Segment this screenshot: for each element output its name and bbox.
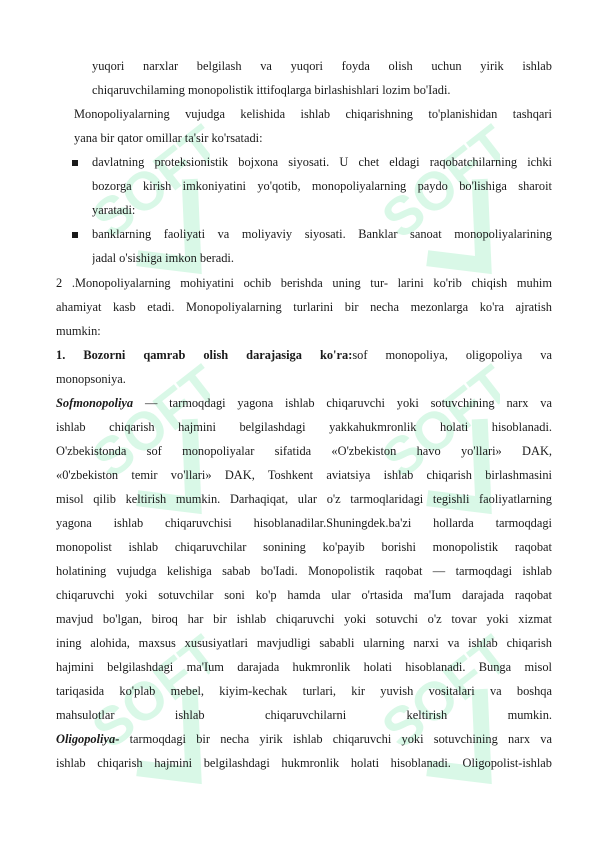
text-line: Monopoliyalarning vujudga kelishida ishlab chiqarishning to'planishidan tashqari	[74, 107, 552, 121]
text-line: holatining vujudga kelishiga sabab bo'Iadi. Monopolistik raqobat — tarmoqdagi ishlab	[56, 564, 552, 578]
watermark-logo	[370, 600, 500, 810]
text-line: misol qilib keltirish mumkin. Darhaqiqat, ular o'z tarmoqlaridagi tegishli faoliyatlarning	[56, 492, 552, 506]
bullet-icon	[72, 160, 78, 166]
text-line: monopolist ishlab chiqaruvchilar sonining ko'payib borishi monopolistik raqobat	[56, 540, 552, 554]
text-line: bozorga kirish imkoniyatini yo'qotib, monopoliyalarning paydo bo'lishiga sharoit	[92, 179, 552, 193]
text-line: chiqaruvchilaming monopolistik ittifoqlarga birlashishlari lozim bo'Iadi.	[92, 83, 451, 97]
svg-text:SOFT: SOFT	[371, 354, 500, 491]
text-line: 2 .Monopoliyalarning mohiyatini ochib berishda uning tur- larini ko'rib chiqish muhim	[56, 276, 552, 290]
definition-line	[56, 731, 552, 747]
text-line: jadal o'sishiga imkon beradi.	[92, 251, 234, 265]
text-span: tarmoqdagi bir necha yirik ishlab chiqaruvchi yoki sotuvchining narx va	[129, 732, 552, 746]
text-line: yagona ishlab chiqaruvchisi hisoblanadilar.Shuningdek.ba'zi hollarda tarmoqdagi	[56, 516, 552, 530]
text-line: O'zbekistonda sof monopoliyalar sifatida «O'zbekiston havo yo'llari» DAK,	[56, 444, 552, 458]
text-line: mumkin:	[56, 324, 101, 338]
text-line: tariqasida ko'plab mebel, kiyim-kechak turlari, kir yuvish vositalari va boshqa	[56, 684, 552, 698]
svg-text:SOFT: SOFT	[371, 114, 500, 251]
term-oligopoliya: Oligopoliya-	[56, 732, 120, 746]
text-line: mavjud bo'lgan, biroq har bir ishlab chiqaruvchi yoki sotuvchi o'z tovar yoki xizmat	[56, 612, 552, 626]
watermark-logo	[80, 600, 210, 810]
heading-line	[56, 347, 552, 363]
term-sof-monopoliya: Sofmonopoliya	[56, 396, 134, 410]
text-line: «0'zbekiston temir vo'llari» DAK, Toshkent aviatsiya ishlab chiqarish birlashmasini	[56, 468, 552, 482]
text-line: ishlab chiqarish hajmini belgilashdagi yakkahukmronlik holati hisoblanadi.	[56, 420, 552, 434]
svg-text:SOFT: SOFT	[371, 624, 500, 761]
svg-text:SOFT: SOFT	[81, 354, 210, 491]
text-span: sof monopoliya, oligopoliya va	[352, 348, 552, 362]
text-line: yuqori narxlar belgilash va yuqori foyda olish uchun yirik ishlab	[92, 59, 552, 73]
svg-text:SOFT: SOFT	[81, 114, 210, 251]
text-line: yaratadi:	[92, 203, 136, 217]
svg-text:SOFT: SOFT	[81, 624, 210, 761]
list-item: banklarning faoliyati va moliyaviy siyosati. Banklar sanoat monopoliyalarining	[92, 227, 552, 241]
text-span: — tarmoqdagi yagona ishlab chiqaruvchi yoki sotuvchining narx va	[144, 396, 552, 410]
text-line: chiqaruvchi yoki sotuvchilar soni ko'p hamda ular o'rtasida ma'Ium darajada raqobat	[56, 588, 552, 602]
definition-line	[56, 395, 552, 411]
text-line: monopsoniya.	[56, 372, 126, 386]
text-line: hajmini belgilashdagi ma'Ium darajada hukmronlik holati hisoblanadi. Bunga misol	[56, 660, 552, 674]
list-item: davlatning proteksionistik bojxona siyosati. U chet eldagi raqobatchilarning ichki	[92, 155, 552, 169]
bullet-icon	[72, 232, 78, 238]
section-heading: 1. Bozorni qamrab olish darajasiga ko'ra:	[56, 348, 353, 362]
text-line: ining alohida, maxsus xususiyatlari mavjudligi sababli ularning narxi va ishlab chiqarish	[56, 636, 552, 650]
text-line: ahamiyat kasb etadi. Monopoliyalarning turlarini bir necha mezonlarga ko'ra ajratish	[56, 300, 552, 314]
text-line: ishlab chiqarish hajmini belgilashdagi hukmronlik holati hisoblanadi. Oligopolist-ishlab	[56, 756, 552, 770]
text-line: mahsulotlar ishlab chiqaruvchilarni keltirish mumkin.	[56, 708, 552, 722]
text-line: yana bir qator omillar ta'sir ko'rsatadi:	[74, 131, 263, 145]
